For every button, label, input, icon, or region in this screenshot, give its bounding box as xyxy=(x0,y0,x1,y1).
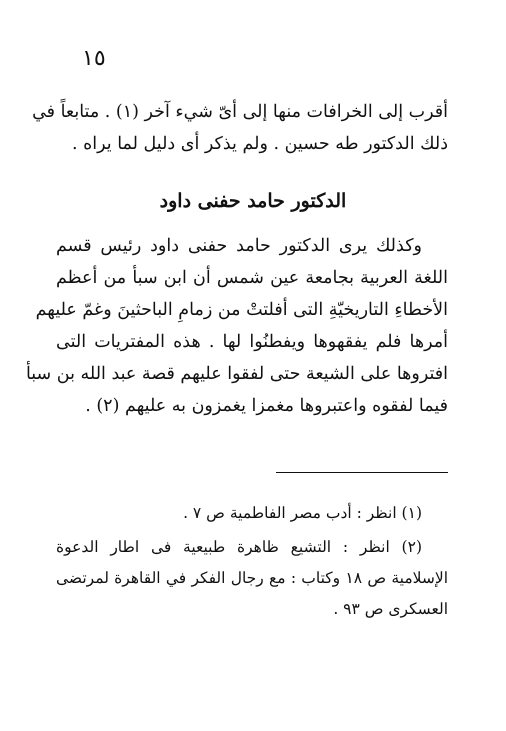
text-line: ذلك الدكتور طه حسين . ولم يذكر أى دليل لما يراه . xyxy=(71,134,448,154)
paragraph-2 xyxy=(25,230,448,422)
footnote-1 xyxy=(56,498,448,529)
section-heading: الدكتور حامد حفنى داود xyxy=(159,190,347,212)
footnote-separator xyxy=(276,472,448,473)
footnote-2 xyxy=(56,532,448,625)
text-line: أقرب إلى الخرافات منها إلى أىّ شيء آخر (١) . متابعاً في xyxy=(32,102,448,122)
footnote-line: (٢) انظر : التشيع ظاهرة طبيعية فى اطار الدعوة xyxy=(56,538,422,556)
page-number: ١٥ xyxy=(82,46,106,71)
text-line: وكذلك يرى الدكتور حامد حفنى داود رئيس قسم xyxy=(56,236,422,256)
footnote-line: (١) انظر : أدب مصر الفاطمية ص ٧ . xyxy=(183,504,422,522)
text-line: افتروها على الشيعة حتى لفقوا عليهم قصة عبد الله بن سبأ xyxy=(25,364,448,384)
footnote-line: الإسلامية ص ١٨ وكتاب : مع رجال الفكر في القاهرة لمرتضى xyxy=(56,569,449,587)
text-line: اللغة العربية بجامعة عين شمس أن ابن سبأ من أعظم xyxy=(56,268,448,288)
footnote-line: العسكرى ص ٩٣ . xyxy=(333,600,448,618)
text-line: فيما لفقوه واعتبروها مغمزا يغمزون به عليهم (٢) . xyxy=(85,396,448,416)
text-line: أمرها فلم يفقهوها ويفطنُوا لها . هذه المفتريات التى xyxy=(56,332,448,352)
paragraph-1 xyxy=(32,96,448,160)
text-line: الأخطاءِ التاريخيّةِ التى أفلتتْ من زمامِ الباحثينَ وغمّ عليهم xyxy=(35,300,448,320)
